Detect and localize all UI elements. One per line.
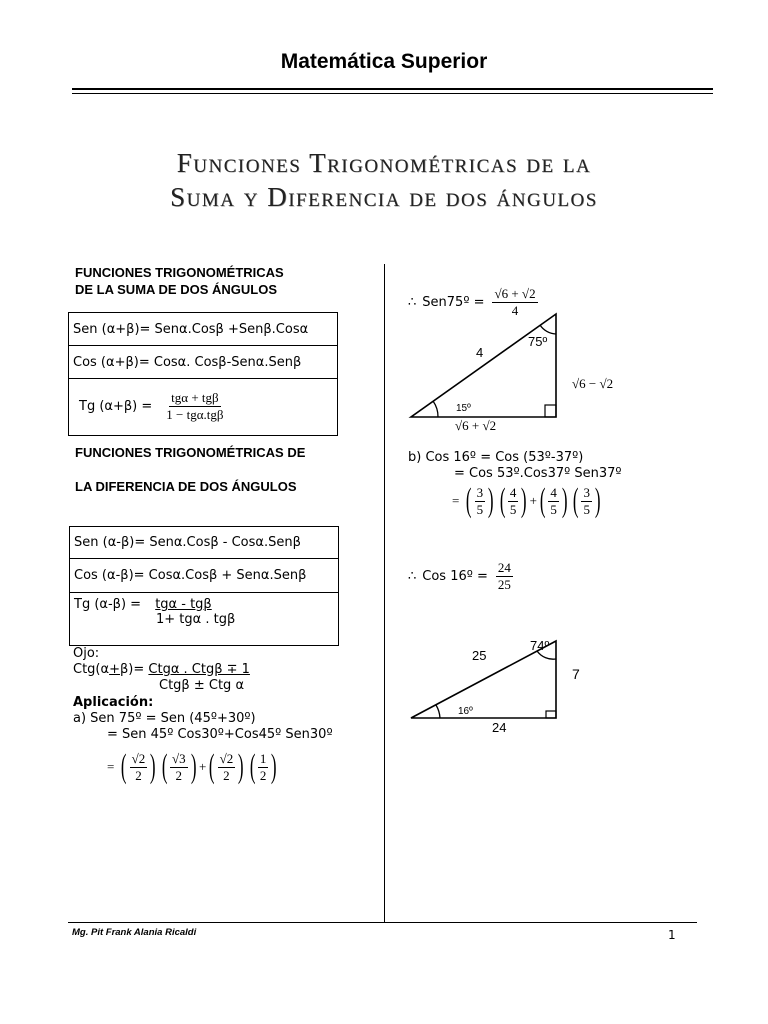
fraction-numerator: 1 xyxy=(259,750,267,766)
formula-box-diferencia xyxy=(69,526,339,646)
fraction xyxy=(548,485,559,518)
heading-line: LA DIFERENCIA DE DOS ÁNGULOS xyxy=(75,479,297,494)
fraction xyxy=(581,485,592,518)
footer-rule xyxy=(68,922,697,923)
plus-sign: + xyxy=(198,759,207,774)
angle-label-16: 16º xyxy=(458,706,473,717)
cos16-result xyxy=(408,560,513,593)
therefore-symbol: ∴ xyxy=(408,569,417,584)
fraction-numerator: 3 xyxy=(476,484,484,500)
paren-group: ( $\frac{1}{2}$ ) xyxy=(249,748,277,785)
footer-author: Mg. Pit Frank Alania Ricaldi xyxy=(72,927,197,938)
angle-arc-75 xyxy=(540,325,556,334)
fraction xyxy=(496,560,513,593)
fraction-denominator: 1+ tgα . tgβ xyxy=(156,612,236,627)
side-label-right: √6 − √2 xyxy=(572,376,614,391)
fraction xyxy=(166,390,223,423)
page-title xyxy=(0,146,768,214)
fraction-numerator: 4 xyxy=(550,484,557,500)
triangle-75-15 xyxy=(400,300,640,440)
angle-arc-15 xyxy=(433,401,438,417)
fraction-denominator: 2 xyxy=(135,767,142,783)
fraction-denominator: 5 xyxy=(509,501,517,517)
header-rule xyxy=(72,88,713,90)
plus-sign: + xyxy=(529,493,537,508)
fraction xyxy=(130,751,148,784)
aplicacion-line-a1: a) Sen 75º = Sen (45º+30º) xyxy=(73,711,256,726)
formula-tg-suma xyxy=(69,379,337,433)
section-heading-suma xyxy=(75,264,284,298)
paren-group: ( $\frac{3}{5}$ ) xyxy=(466,482,494,519)
fraction xyxy=(258,751,269,784)
example-b-line1: b) Cos 16º = Cos (53º-37º) xyxy=(408,450,584,465)
fraction-numerator: √2 xyxy=(219,750,234,766)
header-title: Matemática Superior xyxy=(280,50,488,73)
equals-sign: = xyxy=(452,493,460,508)
aplicacion xyxy=(73,695,333,743)
fraction xyxy=(218,751,236,784)
page-number: 1 xyxy=(668,928,676,942)
ojo-denominator: Ctgβ ± Ctg α xyxy=(159,678,245,693)
header-rule-thin xyxy=(72,93,713,94)
column-divider xyxy=(384,264,385,922)
section-heading-diferencia xyxy=(75,444,305,495)
formula-cos-suma: Cos (α+β)= Cosα. Cosβ-Senα.Senβ xyxy=(69,346,337,379)
fraction-numerator: √6 + √2 xyxy=(494,286,536,301)
ojo-note xyxy=(73,646,250,694)
fraction-denominator: 25 xyxy=(497,577,511,592)
title-line-1: Funciones Trigonométricas de la xyxy=(176,148,592,178)
aplicacion-label: Aplicación: xyxy=(73,695,154,710)
right-angle-marker xyxy=(545,405,556,417)
fraction-denominator: 4 xyxy=(511,303,519,318)
ojo-formula xyxy=(73,662,250,678)
aplicacion-line-a2: = Sen 45º Cos30º+Cos45º Sen30º xyxy=(107,727,333,742)
paren-group: ( $\frac{√2}{2}$ ) xyxy=(121,748,156,785)
cos16-label: Cos 16º = xyxy=(422,569,488,584)
heading-line: DE LA SUMA DE DOS ÁNGULOS xyxy=(75,282,277,297)
sen75-label: Sen75º = xyxy=(422,295,485,310)
fraction-numerator: tgα + tgβ xyxy=(171,389,219,405)
fraction-denominator: 2 xyxy=(259,767,267,783)
fraction-denominator: 2 xyxy=(175,767,183,783)
aplicacion-product xyxy=(107,750,280,784)
fraction-numerator: 3 xyxy=(583,484,590,500)
ojo-label: Ojo: xyxy=(73,646,100,661)
fraction-numerator: tgα - tgβ xyxy=(155,597,212,612)
paren-group: ( $\frac{3}{5}$ ) xyxy=(572,482,601,519)
fraction xyxy=(475,485,486,518)
paren-group: ( $\frac{√2}{2}$ ) xyxy=(209,748,244,785)
heading-line: FUNCIONES TRIGONOMÉTRICAS xyxy=(75,265,284,280)
right-angle-marker xyxy=(546,711,556,718)
formula-sen-diferencia: Sen (α-β)= Senα.Cosβ - Cosα.Senβ xyxy=(70,527,338,559)
fraction xyxy=(508,485,519,518)
formula-cos-diferencia: Cos (α-β)= Cosα.Cosβ + Senα.Senβ xyxy=(70,559,338,593)
example-b xyxy=(408,450,622,482)
hypotenuse-label: 4 xyxy=(476,345,484,360)
fraction xyxy=(170,751,188,784)
base-label: √6 + √2 xyxy=(455,418,497,433)
ojo-plusminus: + xyxy=(109,662,120,677)
ojo-mid: β)= xyxy=(119,662,145,677)
fraction-numerator: √2 xyxy=(131,750,146,766)
angle-label-75: 75º xyxy=(528,334,548,349)
paren-group: ( $\frac{4}{5}$ ) xyxy=(499,482,527,519)
paren-group: ( $\frac{√3}{2}$ ) xyxy=(161,748,197,785)
hypotenuse-label: 25 xyxy=(472,648,487,663)
base-label: 24 xyxy=(492,720,507,735)
side-label-right: 7 xyxy=(572,666,580,682)
fraction-denominator: 5 xyxy=(583,501,590,517)
angle-arc-16 xyxy=(436,705,440,718)
fraction-numerator: √3 xyxy=(171,750,186,766)
fraction-numerator: 24 xyxy=(497,560,511,575)
formula-tg-diferencia xyxy=(70,593,338,643)
example-b-product xyxy=(452,484,603,518)
heading-line: FUNCIONES TRIGONOMÉTRICAS DE xyxy=(75,445,306,460)
angle-label-74: 74º xyxy=(530,638,550,653)
formula-box-suma xyxy=(68,312,338,436)
fraction-denominator: 2 xyxy=(223,767,230,783)
ojo-prefix: Ctg(α xyxy=(73,662,110,677)
fraction-numerator: 4 xyxy=(509,484,517,500)
triangle-74-16 xyxy=(400,625,600,740)
therefore-symbol: ∴ xyxy=(408,295,417,310)
paren-group: ( $\frac{4}{5}$ ) xyxy=(539,482,568,519)
formula-lhs: Tg (α-β) = xyxy=(74,597,142,612)
fraction-denominator: 1 − tgα.tgβ xyxy=(166,406,224,422)
equals-sign: = xyxy=(107,759,115,774)
fraction-denominator: 5 xyxy=(476,501,484,517)
example-b-line2: = Cos 53º.Cos37º Sen37º xyxy=(454,466,622,481)
formula-lhs: Tg (α+β) = xyxy=(79,398,153,414)
title-line-2: Suma y Diferencia de dos ángulos xyxy=(170,182,598,212)
angle-label-15: 15º xyxy=(456,403,471,414)
fraction-denominator: 5 xyxy=(550,501,557,517)
formula-sen-suma: Sen (α+β)= Senα.Cosβ +Senβ.Cosα xyxy=(69,313,337,346)
ojo-numerator: Ctgα . Ctgβ ∓ 1 xyxy=(148,662,250,677)
